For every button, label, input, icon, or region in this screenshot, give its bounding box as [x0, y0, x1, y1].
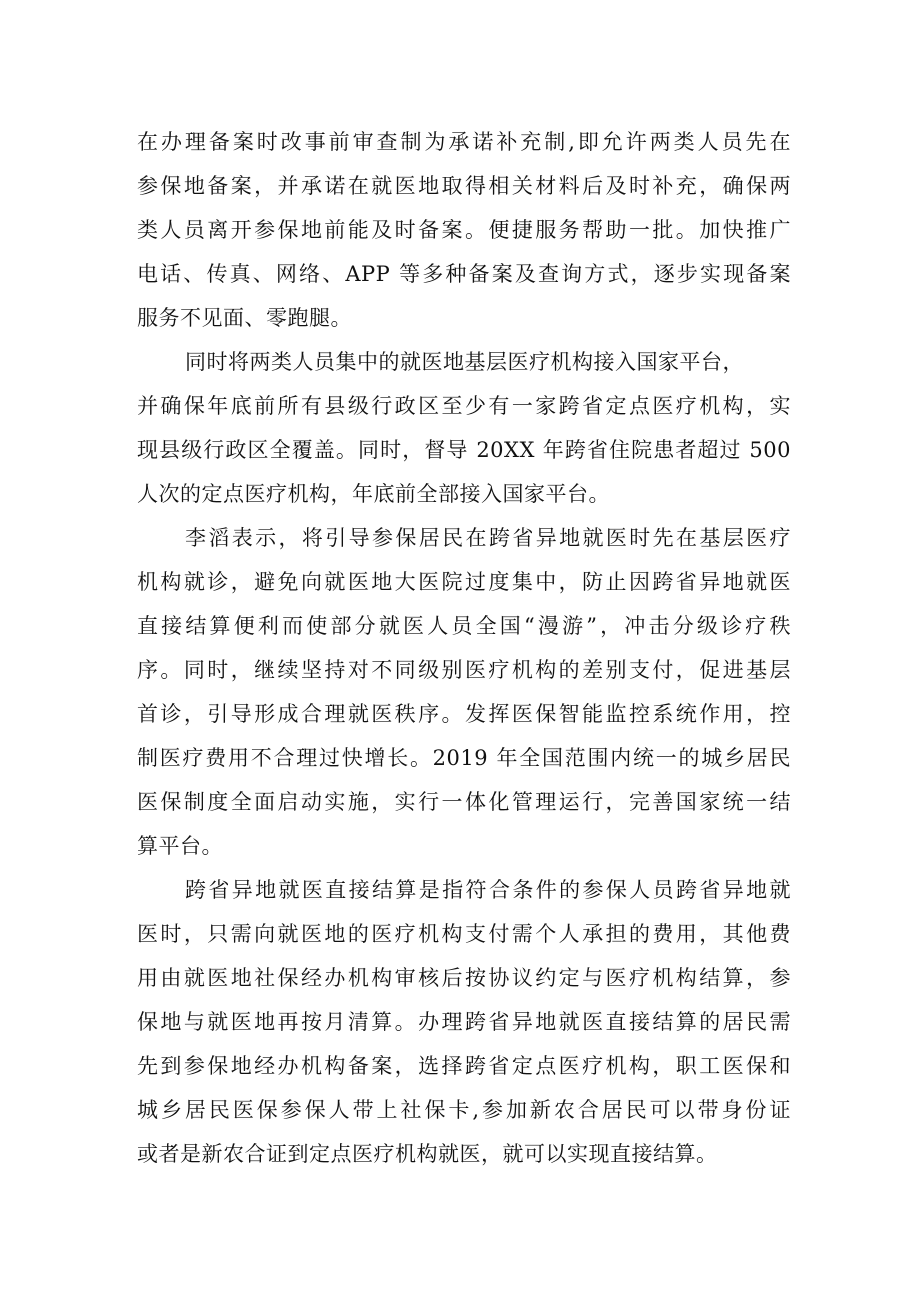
text-line-9: 人次的定点医疗机构，年底前全部接入国家平台。	[137, 482, 610, 506]
text-line-14: 首诊，引导形成合理就医秩序。发挥医保智能监控系统作用，控	[137, 702, 791, 726]
text-line-13: 序。同时，继续坚持对不同级别医疗机构的差别支付，促进基层	[137, 658, 791, 682]
paragraph-4-first-line: 跨省异地就医直接结算是指符合条件的参保人员跨省异地就	[185, 878, 791, 902]
text-line-12: 直接结算便利而使部分就医人员全国“漫游”，冲击分级诊疗秩	[137, 614, 791, 638]
paragraph-2-first-line: 同时将两类人员集中的就医地基层医疗机构接入国家平台，	[185, 350, 744, 374]
text-line-1: 在办理备案时改事前审查制为承诺补充制,即允许两类人员先在	[137, 130, 791, 154]
text-line-24: 或者是新农合证到定点医疗机构就医，就可以实现直接结算。	[137, 1142, 718, 1166]
text-line-19: 医时，只需向就医地的医疗机构支付需个人承担的费用，其他费	[137, 922, 791, 946]
text-line-23: 城乡居民医保参保人带上社保卡,参加新农合居民可以带身份证	[137, 1098, 791, 1122]
text-line-7: 并确保年底前所有县级行政区至少有一家跨省定点医疗机构，实	[137, 394, 791, 418]
paragraph-3-first-line: 李滔表示，将引导参保居民在跨省异地就医时先在基层医疗	[185, 526, 791, 550]
text-line-15: 制医疗费用不合理过快增长。2019 年全国范围内统一的城乡居民	[137, 746, 791, 770]
text-line-20: 用由就医地社保经办机构审核后按协议约定与医疗机构结算，参	[137, 966, 791, 990]
text-line-8: 现县级行政区全覆盖。同时，督导 20XX 年跨省住院患者超过 500	[137, 438, 791, 462]
text-line-16: 医保制度全面启动实施，实行一体化管理运行，完善国家统一结	[137, 790, 791, 814]
text-line-22: 先到参保地经办机构备案，选择跨省定点医疗机构，职工医保和	[137, 1054, 791, 1078]
text-line-4: 电话、传真、网络、APP 等多种备案及查询方式，逐步实现备案	[137, 262, 791, 286]
text-line-2: 参保地备案，并承诺在就医地取得相关材料后及时补充，确保两	[137, 174, 791, 198]
text-line-3: 类人员离开参保地前能及时备案。便捷服务帮助一批。加快推广	[137, 218, 791, 242]
text-line-21: 保地与就医地再按月清算。办理跨省异地就医直接结算的居民需	[137, 1010, 791, 1034]
text-line-17: 算平台。	[137, 834, 223, 858]
text-line-5: 服务不见面、零跑腿。	[137, 306, 352, 330]
text-line-11: 机构就诊，避免向就医地大医院过度集中，防止因跨省异地就医	[137, 570, 791, 594]
